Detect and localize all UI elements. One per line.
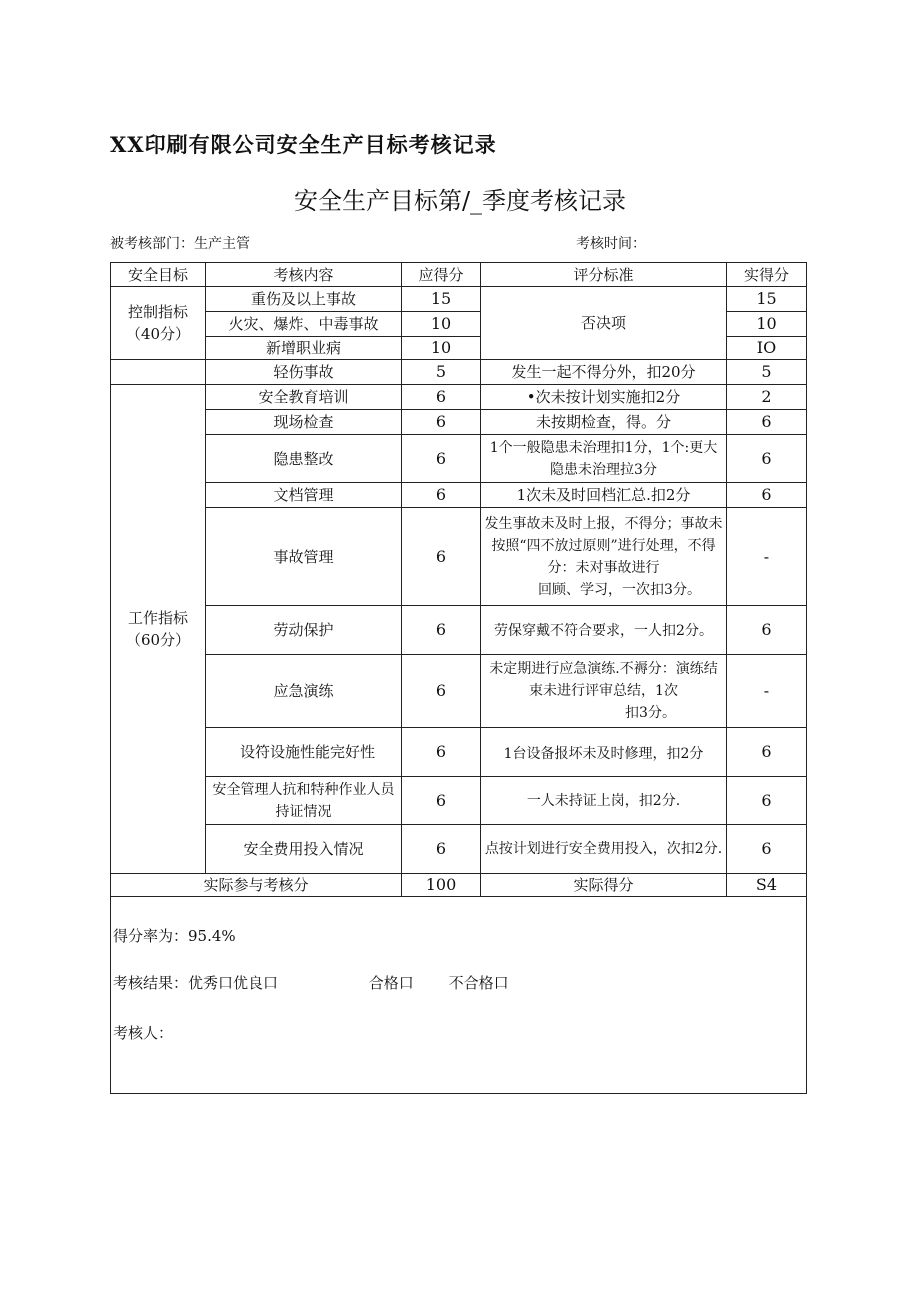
assessor: 考核人： <box>113 1024 174 1042</box>
standard-cell: 点按计划进行安全费用投入，次扣2分. <box>481 825 727 874</box>
actual-cell: 6 <box>727 728 807 777</box>
actual-cell: 6 <box>727 825 807 874</box>
table-row <box>111 410 807 435</box>
document-subtitle: 安全生产目标第/_季度考核记录 <box>293 187 627 215</box>
table-row <box>111 728 807 777</box>
actual-cell: 6 <box>727 606 807 655</box>
score-cell: 15 <box>402 287 481 312</box>
actual-cell: 15 <box>727 287 807 312</box>
standard-cell: 1个一般隐患未治理扣1分，1个:更大隐患未治理拉3分 <box>481 435 727 483</box>
actual-cell: 6 <box>727 777 807 825</box>
score-cell: 6 <box>402 655 481 728</box>
score-cell: 10 <box>402 312 481 337</box>
standard-cell: 发生一起不得分外，扣20分 <box>481 360 727 385</box>
standard-text-extra: 扣3分。 <box>625 705 676 721</box>
column-header: 评分标准 <box>481 263 727 287</box>
content-cell: 设符设施性能完好性 <box>206 728 402 777</box>
result-fail-option: 不合格口 <box>448 974 509 992</box>
footer-cell <box>111 897 807 1094</box>
total-label: 实际参与考核分 <box>111 874 402 897</box>
content-cell: 事故管理 <box>206 508 402 606</box>
table-row <box>111 435 807 483</box>
standard-cell: 劳保穿戴不符合要求，一人扣2分。 <box>481 606 727 655</box>
actual-cell: 6 <box>727 410 807 435</box>
content-cell: 新增职业病 <box>206 337 402 360</box>
column-header: 考核内容 <box>206 263 402 287</box>
table-header-row <box>111 263 807 287</box>
actual-cell: IO <box>727 337 807 360</box>
document-title: XX印刷有限公司安全生产目标考核记录 <box>110 132 497 157</box>
score-cell: 6 <box>402 606 481 655</box>
score-cell: 5 <box>402 360 481 385</box>
score-cell: 6 <box>402 508 481 606</box>
score-cell: 6 <box>402 385 481 410</box>
table-row <box>111 483 807 508</box>
standard-text-extra: 回顾、学习，一次扣3分。 <box>538 581 701 598</box>
score-cell: 6 <box>402 825 481 874</box>
score-cell: 6 <box>402 410 481 435</box>
result-label: 考核结果：优秀口优良口 <box>113 974 279 992</box>
total-row <box>111 874 807 897</box>
column-header: 应得分 <box>402 263 481 287</box>
content-cell: 应急演练 <box>206 655 402 728</box>
footer-row <box>111 897 807 1094</box>
total-actual-label: 实际得分 <box>481 874 727 897</box>
table-row <box>111 655 807 728</box>
column-header: 安全目标 <box>111 263 206 287</box>
table-row <box>111 385 807 410</box>
assessment-time: 考核时间： <box>576 236 646 252</box>
table-row <box>111 777 807 825</box>
score-cell: 6 <box>402 483 481 508</box>
veto-cell: 否决项 <box>481 287 727 360</box>
table-row <box>111 508 807 606</box>
control-group-label: 控制指标（40分） <box>111 287 206 360</box>
content-cell: 文档管理 <box>206 483 402 508</box>
standard-cell: 1次未及时回档汇总.扣2分 <box>481 483 727 508</box>
assessment-result <box>113 972 509 994</box>
column-header: 实得分 <box>727 263 807 287</box>
actual-cell: 5 <box>727 360 807 385</box>
total-score: 100 <box>402 874 481 897</box>
actual-cell: 6 <box>727 435 807 483</box>
content-cell: 安全教育培训 <box>206 385 402 410</box>
control-group-cell <box>111 360 206 385</box>
actual-cell: 10 <box>727 312 807 337</box>
score-cell: 10 <box>402 337 481 360</box>
table-row <box>111 606 807 655</box>
standard-cell <box>481 508 727 606</box>
content-cell: 安全管理人抗和特种作业人员持证情况 <box>206 777 402 825</box>
assessment-table <box>110 262 807 1094</box>
content-cell: 火灾、爆炸、中毒事故 <box>206 312 402 337</box>
actual-cell: - <box>727 508 807 606</box>
result-pass-option: 合格口 <box>368 974 414 992</box>
standard-cell <box>481 655 727 728</box>
total-actual: S4 <box>727 874 807 897</box>
content-cell: 轻伤事故 <box>206 360 402 385</box>
standard-text: 发生事故未及时上报，不得分；事故未按照“四不放过原则”进行处理，不得分：未对事故进行 <box>484 515 723 576</box>
score-cell: 6 <box>402 777 481 825</box>
actual-cell: - <box>727 655 807 728</box>
standard-cell: 1台设备报坏未及时修理，扣2分 <box>481 728 727 777</box>
table-row <box>111 287 807 312</box>
standard-cell: 未按期检查，得。分 <box>481 410 727 435</box>
score-cell: 6 <box>402 728 481 777</box>
score-cell: 6 <box>402 435 481 483</box>
content-cell: 隐患整改 <box>206 435 402 483</box>
standard-text: 未定期进行应急演练.不褥分：演练结束未进行评审总结，1次 <box>489 661 718 699</box>
score-rate: 得分率为：95.4% <box>113 927 236 945</box>
table-row <box>111 360 807 385</box>
actual-cell: 6 <box>727 483 807 508</box>
standard-cell: •次未按计划实施扣2分 <box>481 385 727 410</box>
actual-cell: 2 <box>727 385 807 410</box>
assessed-department: 被考核部门：生产主管 <box>110 236 250 252</box>
standard-cell: 一人未持证上岗，扣2分. <box>481 777 727 825</box>
work-group-label: 工作指标（60分） <box>111 385 206 874</box>
content-cell: 重伤及以上事故 <box>206 287 402 312</box>
content-cell: 安全费用投入情况 <box>206 825 402 874</box>
table-row <box>111 825 807 874</box>
content-cell: 劳动保护 <box>206 606 402 655</box>
content-cell: 现场检查 <box>206 410 402 435</box>
